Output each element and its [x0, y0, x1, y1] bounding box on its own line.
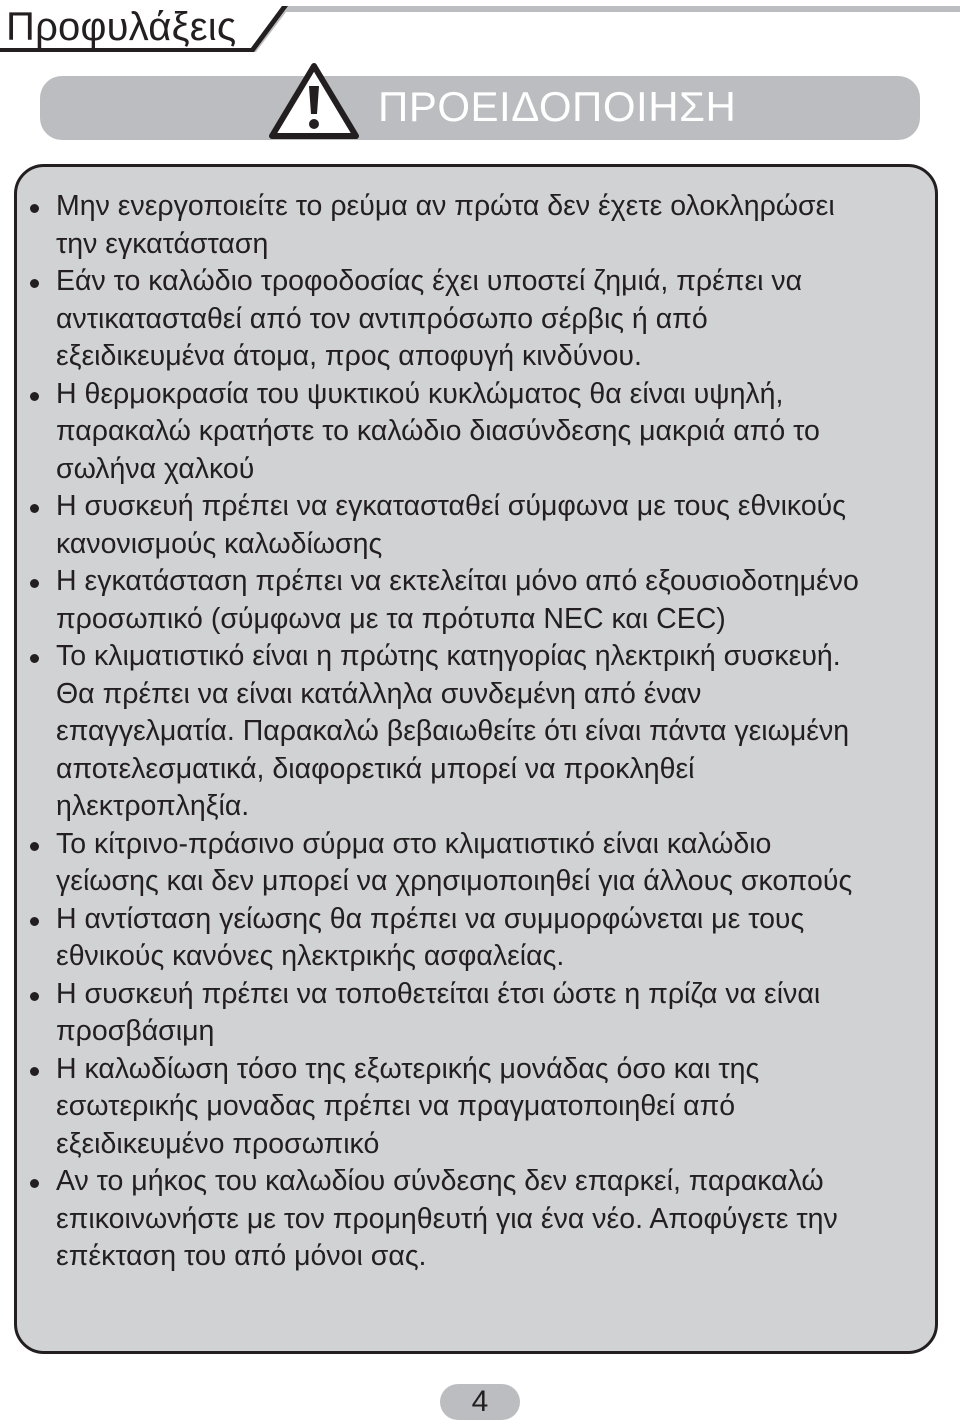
item-line: Η συσκευή πρέπει να εγκατασταθεί σύμφωνα με τους εθνικούς [56, 490, 846, 522]
page-number: 4 [471, 1385, 489, 1418]
bullet-icon [30, 279, 39, 288]
item-line: προσβάσιμη [56, 1015, 215, 1047]
warning-title: ΠΡΟΕΙΔΟΠΟΙΗΣΗ [378, 83, 737, 130]
bullet-icon [30, 654, 39, 663]
item-line: προσωπικό (σύμφωνα με τα πρότυπα NEC και CEC) [56, 602, 726, 635]
item-line: παρακαλώ κρατήστε το καλώδιο διασύνδεσης μακριά από το [56, 415, 820, 447]
item-line: Το κλιματιστικό είναι η πρώτης κατηγορίας ηλεκτρική συσκευή. [56, 640, 841, 672]
item-line: επέκταση του από μόνοι σας. [56, 1240, 427, 1272]
section-title: Προφυλάξεις [6, 5, 237, 49]
warning-item [56, 901, 946, 976]
warning-item [56, 263, 946, 376]
bullet-icon [30, 1067, 39, 1076]
item-line: Το κίτρινο-πράσινο σύρμα στο κλιματιστικό είναι καλώδιο [56, 827, 772, 860]
item-line: επαγγελματία. Παρακαλώ βεβαιωθείτε ότι είναι πάντα γειωμένη [56, 715, 850, 747]
item-line: γείωσης και δεν μπορεί να χρησιμοποιηθεί για άλλους σκοπούς [56, 865, 853, 897]
warning-item [56, 1051, 946, 1164]
item-line: Μην ενεργοποιείτε το ρεύμα αν πρώτα δεν έχετε ολοκληρώσει [56, 190, 835, 222]
bullet-icon [30, 504, 39, 513]
item-line: Αν το μήκος του καλωδίου σύνδεσης δεν επαρκεί, παρακαλώ [56, 1165, 824, 1197]
warning-item [56, 488, 946, 563]
item-line: αντικατασταθεί από τον αντιπρόσωπο σέρβις ή από [56, 302, 708, 335]
item-line: Η καλωδίωση τόσο της εξωτερικής μονάδας όσο και της [56, 1052, 760, 1085]
warning-item [56, 188, 946, 263]
warning-list [56, 188, 946, 1276]
warning-item [56, 1163, 946, 1276]
bullet-icon [30, 992, 39, 1001]
item-line: Η αντίσταση γείωσης θα πρέπει να συμμορφώνεται με τους [56, 902, 805, 935]
warning-item [56, 826, 946, 901]
item-line: Εάν το καλώδιο τροφοδοσίας έχει υποστεί ζημιά, πρέπει να [56, 265, 803, 297]
bullet-icon [30, 392, 39, 401]
item-line: Θα πρέπει να είναι κατάλληλα συνδεμένη από έναν [56, 677, 702, 710]
item-line: ηλεκτροπληξία. [56, 790, 250, 822]
bullet-icon [30, 204, 39, 213]
item-line: κανονισμούς καλωδίωσης [56, 527, 383, 560]
bullet-icon [30, 842, 39, 851]
item-line: αποτελεσματικά, διαφορετικά μπορεί να προκληθεί [56, 752, 695, 785]
warning-item [56, 638, 946, 826]
item-line: Η θερμοκρασία του ψυκτικού κυκλώματος θα είναι υψηλή, [56, 377, 784, 410]
warning-triangle-icon [268, 62, 360, 140]
item-line: Η εγκατάσταση πρέπει να εκτελείται μόνο από εξουσιοδοτημένο [56, 565, 859, 597]
item-line: εξειδικευμένα άτομα, προς αποφυγή κινδύνου. [56, 340, 642, 372]
item-line: εσωτερικής μοναδας πρέπει να πραγματοποιηθεί από [56, 1090, 736, 1122]
item-line: επικοινωνήστε με τον προμηθευτή για ένα νέο. Αποφύγετε την [56, 1202, 838, 1235]
bullet-icon [30, 579, 39, 588]
item-line: εθνικούς κανόνες ηλεκτρικής ασφαλείας. [56, 940, 565, 972]
item-line: Η συσκευή πρέπει να τοποθετείται έτσι ώστε η πρίζα να είναι [56, 977, 821, 1010]
bullet-icon [30, 1179, 39, 1188]
warning-item [56, 376, 946, 489]
item-line: εξειδικευμένο προσωπικό [56, 1127, 380, 1160]
item-line: την εγκατάσταση [56, 227, 269, 260]
warning-item [56, 563, 946, 638]
item-line: σωλήνα χαλκού [56, 452, 255, 485]
section-header-tab [0, 0, 960, 60]
bullet-icon [30, 917, 39, 926]
warning-item [56, 976, 946, 1051]
